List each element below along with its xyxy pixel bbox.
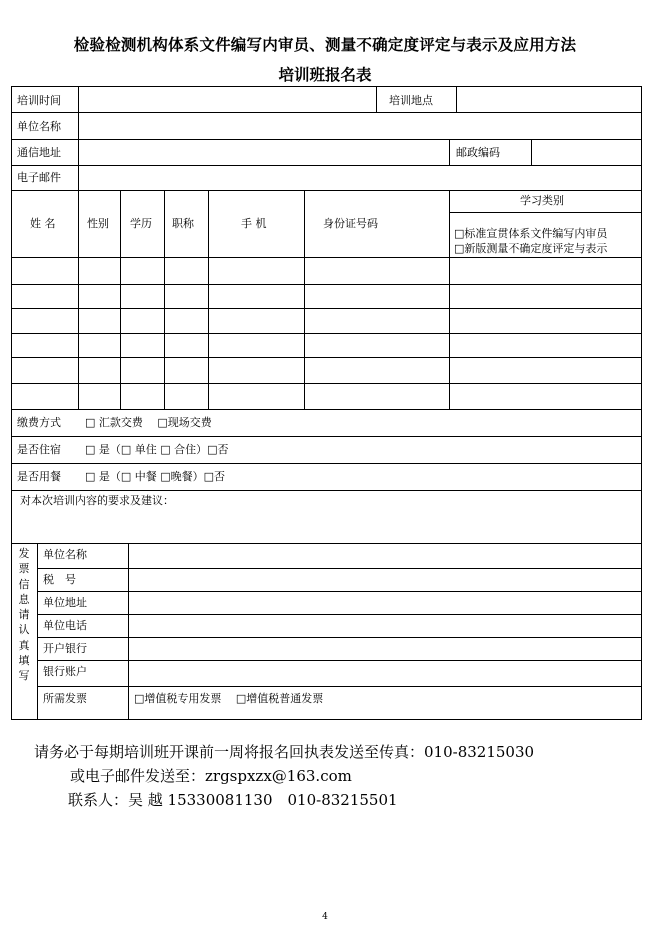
col-education-header: 学历 (130, 217, 152, 230)
col-gender-header: 性别 (87, 217, 109, 230)
rule (12, 463, 642, 464)
payment-label: 缴费方式 (17, 416, 61, 429)
footer-contact: 联系人：吴 越 15330081130 010-83215501 (68, 791, 398, 809)
lodging-label: 是否住宿 (17, 443, 61, 456)
footer-email-instruction: 或电子邮件发送至：zrgspxzx@163.com (70, 767, 352, 785)
invoice-account-label: 银行账户 (43, 665, 87, 678)
footer-fax-instruction: 请务必于每期培训班开课前一周将报名回执表发送至传真：010-83215030 (34, 743, 535, 761)
unit-name-label: 单位名称 (17, 120, 61, 133)
rule (12, 139, 642, 140)
rule (531, 139, 532, 165)
rule (120, 190, 121, 409)
invoice-type-label: 所需发票 (43, 692, 87, 705)
rule (12, 436, 642, 437)
training-time-label: 培训时间 (17, 94, 61, 107)
invoice-type-options[interactable]: □增值税专用发票 □增值税普通发票 (134, 692, 324, 705)
category-option-uncertainty[interactable]: □新版测量不确定度评定与表示 (454, 242, 608, 255)
invoice-side-label: 发 票 信 息 请 认 真 填 写 (18, 547, 30, 683)
rule (456, 87, 457, 112)
lodging-options[interactable]: □ 是（□ 单住 □ 合住）□否 (85, 443, 229, 456)
meal-options[interactable]: □ 是（□ 中餐 □晚餐）□否 (85, 470, 226, 483)
rule (12, 333, 642, 334)
category-option-internal-auditor[interactable]: □标准宣贯体系文件编写内审员 (454, 227, 608, 240)
registration-form-frame (11, 86, 642, 720)
rule (12, 543, 642, 544)
rule (12, 284, 642, 285)
rule (12, 357, 642, 358)
invoice-phone-label: 单位电话 (43, 619, 87, 632)
col-name-header: 姓 名 (30, 217, 56, 230)
rule (304, 190, 305, 409)
rule (12, 490, 642, 491)
invoice-tax-number-label: 税 号 (43, 573, 76, 586)
rule (12, 165, 642, 166)
invoice-unit-name-label: 单位名称 (43, 548, 87, 561)
payment-options[interactable]: □ 汇款交费 □现场交费 (85, 416, 212, 429)
rule (37, 543, 38, 719)
email-label: 电子邮件 (17, 171, 61, 184)
col-title-header: 职称 (172, 217, 194, 230)
rule (164, 190, 165, 409)
rule (12, 112, 642, 113)
rule (449, 190, 450, 409)
col-id-number-header: 身份证号码 (323, 217, 378, 230)
rule (12, 257, 642, 258)
col-mobile-header: 手 机 (241, 217, 267, 230)
rule (376, 87, 377, 112)
rule (78, 87, 79, 190)
rule (128, 543, 129, 719)
col-category-header: 学习类别 (520, 194, 564, 207)
page-title: 检验检测机构体系文件编写内审员、测量不确定度评定与表示及应用方法 (73, 36, 577, 54)
rule (449, 139, 450, 165)
invoice-address-label: 单位地址 (43, 596, 87, 609)
rule (12, 308, 642, 309)
rule (449, 212, 642, 213)
invoice-bank-label: 开户银行 (43, 642, 87, 655)
rule (12, 190, 642, 191)
rule (12, 383, 642, 384)
address-label: 通信地址 (17, 146, 61, 159)
form-subtitle: 培训班报名表 (278, 66, 372, 84)
meal-label: 是否用餐 (17, 470, 61, 483)
rule (208, 190, 209, 409)
page-number: 4 (322, 912, 328, 922)
training-place-label: 培训地点 (389, 94, 433, 107)
rule (78, 190, 79, 409)
postcode-label: 邮政编码 (456, 146, 500, 159)
rule (12, 409, 642, 410)
suggestions-label: 对本次培训内容的要求及建议： (20, 494, 174, 507)
